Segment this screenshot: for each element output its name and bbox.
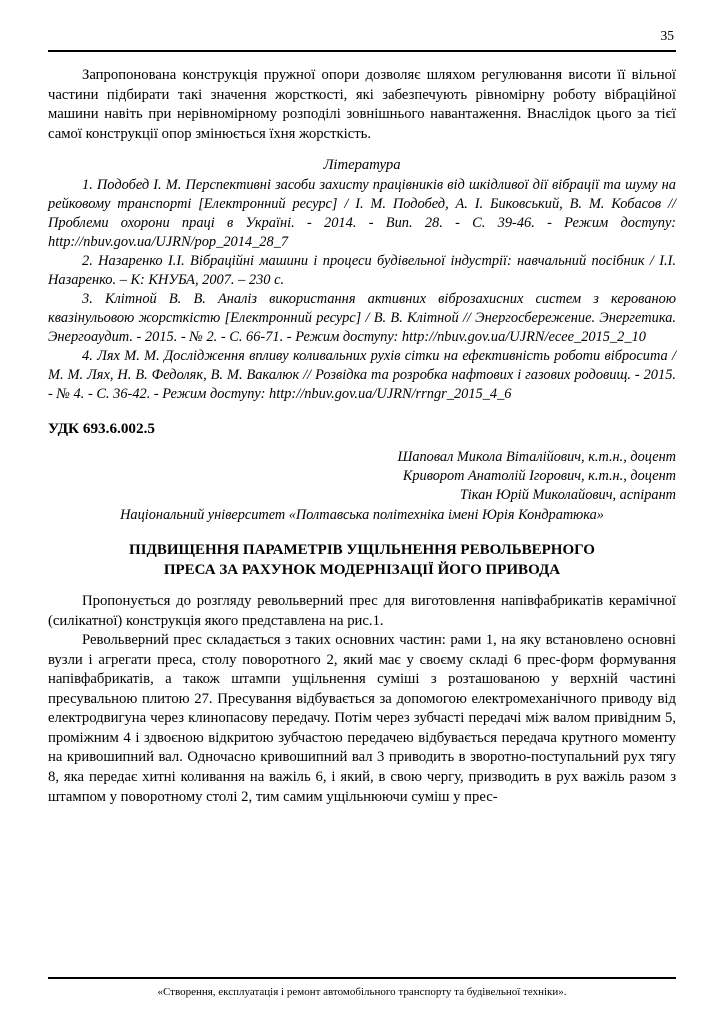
page-number: 35: [660, 28, 674, 43]
article-title: [48, 541, 676, 580]
author-block: [48, 448, 676, 505]
author-line: Тікан Юрій Миколайович, аспірант: [459, 486, 676, 503]
article-title-line-1: ПІДВИЩЕННЯ ПАРАМЕТРІВ УЩІЛЬНЕННЯ РЕВОЛЬВЕРНОГО: [129, 542, 595, 559]
header-divider: [48, 50, 676, 52]
author-line: Криворот Анатолій Ігорович, к.т.н., доцент: [402, 467, 676, 484]
intro-paragraph: Запропонована конструкція пружної опори дозволяє шляхом регулювання висоти її вільної частини підбирати такі значення жорсткості, які забезпечують рівномірну роботу вібраційної машини навіть при нерівномірному розподілі зовнішнього навантаження. Внаслідок цього за тієї самої конструкції опор змінюється їхня жорсткість.: [48, 67, 676, 142]
reference-item: 2. Назаренко І.І. Вібраційні машини і процеси будівельної індустрії: навчальний посібник / І.І. Назаренко. – К: КНУБА, 2007. – 230 с.: [48, 253, 676, 289]
author-line: Шаповал Микола Віталійович, к.т.н., доцент: [397, 448, 676, 465]
literature-list: [48, 176, 676, 404]
footer-divider: [48, 977, 676, 979]
reference-item: 3. Клітной В. В. Аналіз використання активних віброзахисних систем з керованою квазінульовою жорсткістю [Електронний ресурс] / В. В. Клітной // Энергосбережение. Энергетика. Энергоаудит. - 2015. - № 2. - С. 66-71. - Режим доступу: http://nbuv.gov.ua/UJRN/ecee_2015_2_10: [48, 291, 676, 346]
affiliation: Національний університет «Полтавська політехніка імені Юрія Кондратюка»: [120, 507, 604, 524]
footer-text: «Створення, експлуатація і ремонт автомобільного транспорту та будівельної техніки».: [157, 986, 567, 998]
article-body: [48, 592, 676, 807]
article-title-line-2: ПРЕСА ЗА РАХУНОК МОДЕРНІЗАЦІЇ ЙОГО ПРИВОДА: [163, 561, 561, 578]
page-footer: [48, 977, 676, 998]
body-paragraph: Револьверний прес складається з таких основних частин: рами 1, на яку встановлено основні вузли і агрегати преса, столу поворотного 2, який має у своєму складі 6 прес-форм формування напівфабрикатів, а також штампи ущільнення суміші з розташованою у верхній частині пресувальною плитою 27. Пресування відбувається за допомогою електромеханічного приводу від електродвигуна через клинопасову передачу. Потім через зубчасті передачі між валом привідним 5, проміжним 4 і здвоєною відкритою зубчастою передачею відбувається передача крутного моменту на кривошипний вал. Одночасно кривошипний вал 3 приводить в зворотно-поступальний рух тягу 8, яка передає хитні коливання на важіль 6, і який, в свою чергу, призводить в рух важіль разом з штампом у поворотному столі 2, тим самим ущільнюючи суміш у прес-: [48, 632, 676, 805]
udk-code: УДК 693.6.002.5: [48, 420, 156, 438]
intro-section: [48, 66, 676, 144]
reference-item: 1. Подобед І. М. Перспективні засоби захисту працівників від шкідливої дії вібрації та шуму на рейковому транспорті [Електронний ресурс] / І. М. Подобед, А. І. Биковський, В. М. Кобасов // Проблеми охорони праці в Україні. - 2014. - Вип. 28. - С. 39-46. - Режим доступу: http://nbuv.gov.ua/UJRN/pop_2014_28_7: [48, 177, 676, 251]
literature-heading: Література: [323, 157, 401, 174]
reference-item: 4. Лях М. М. Дослідження впливу коливальних рухів сітки на ефективність роботи вібросита / М. М. Лях, Н. В. Федоляк, В. М. Вакалюк // Розвідка та розробка нафтових і газових родовищ. - 2015. - № 4. - С. 36-42. - Режим доступу: http://nbuv.gov.ua/UJRN/rrngr_2015_4_6: [48, 348, 676, 403]
body-paragraph: Пропонується до розгляду револьверний прес для виготовлення напівфабрикатів керамічної (силікатної) конструкція якого представлена на рис.1.: [48, 593, 676, 629]
